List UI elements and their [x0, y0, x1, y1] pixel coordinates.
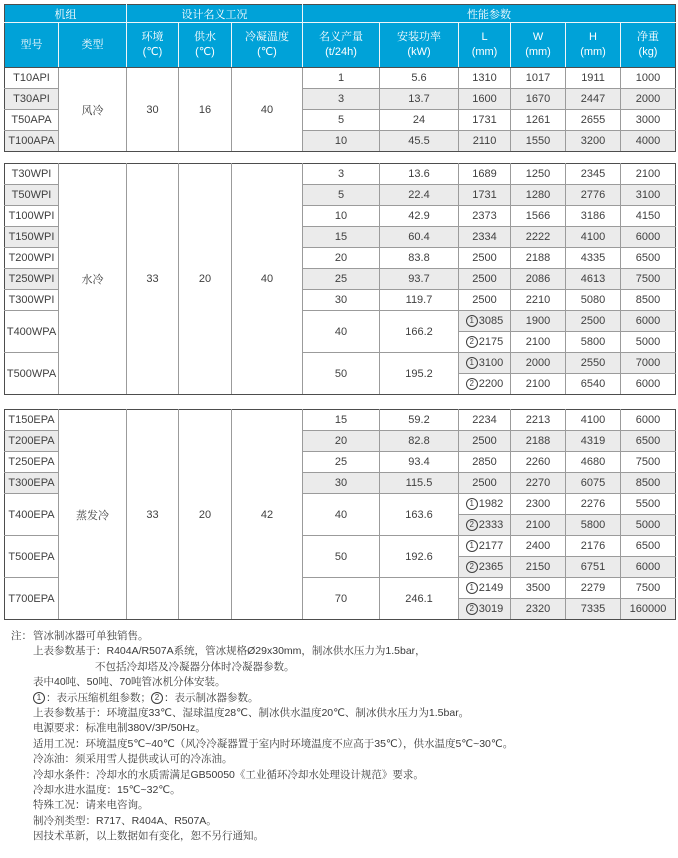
weight-cell: 7000	[621, 353, 676, 374]
cooling-type-cell: 蒸发冷	[59, 410, 127, 620]
power-cell: 22.4	[380, 185, 459, 206]
spec-table-air-cooled	[4, 4, 676, 152]
length-cell: 1 3085	[459, 311, 511, 332]
model-cell: T150EPA	[5, 410, 59, 431]
column-header-7: L (mm)	[459, 23, 511, 68]
width-cell: 1670	[511, 89, 566, 110]
weight-cell: 2100	[621, 164, 676, 185]
length-cell: 1689	[459, 164, 511, 185]
power-cell: 163.6	[380, 494, 459, 536]
note-line-5: 上表参数基于：环境温度33℃、湿球温度28℃、制冰供水温度20℃、制冰供水压力为1.5bar。	[33, 707, 470, 720]
length-cell: 2373	[459, 206, 511, 227]
condensing-temp-cell: 42	[232, 410, 303, 620]
power-cell: 93.7	[380, 269, 459, 290]
ambient-temp-cell: 30	[127, 68, 179, 152]
height-cell: 2279	[566, 578, 621, 599]
power-cell: 45.5	[380, 131, 459, 152]
note-line-3: 表中40吨、50吨、70吨管冰机分体安装。	[33, 676, 226, 689]
model-cell: T250WPI	[5, 269, 59, 290]
column-header-0: 型号	[5, 23, 59, 68]
power-cell: 93.4	[380, 452, 459, 473]
power-cell: 166.2	[380, 311, 459, 353]
length-cell: 1731	[459, 185, 511, 206]
height-cell: 1911	[566, 68, 621, 89]
weight-cell: 4000	[621, 131, 676, 152]
circled-2-icon: 2	[466, 378, 478, 390]
model-cell: T200WPI	[5, 248, 59, 269]
height-cell: 7335	[566, 599, 621, 620]
capacity-cell: 50	[303, 353, 380, 395]
height-cell: 4335	[566, 248, 621, 269]
width-cell: 1261	[511, 110, 566, 131]
group-header-0: 机组	[5, 5, 127, 23]
height-cell: 2776	[566, 185, 621, 206]
note-line-8: 冷冻油：须采用雪人提供或认可的冷冻油。	[33, 753, 233, 766]
condensing-temp-cell: 40	[232, 164, 303, 395]
length-cell: 2334	[459, 227, 511, 248]
supply-water-temp-cell: 20	[179, 410, 232, 620]
length-cell: 2500	[459, 290, 511, 311]
width-cell: 2300	[511, 494, 566, 515]
note-line-0: 管冰制冰器可单独销售。	[33, 630, 149, 642]
height-cell: 5080	[566, 290, 621, 311]
power-cell: 5.6	[380, 68, 459, 89]
length-cell: 2110	[459, 131, 511, 152]
width-cell: 1017	[511, 68, 566, 89]
spec-table-water-cooled	[4, 163, 676, 395]
notes	[4, 629, 675, 845]
column-header-10: 净重 (kg)	[621, 23, 676, 68]
power-cell: 192.6	[380, 536, 459, 578]
height-cell: 4100	[566, 227, 621, 248]
length-cell: 2 2365	[459, 557, 511, 578]
width-cell: 2213	[511, 410, 566, 431]
length-cell: 2500	[459, 269, 511, 290]
weight-cell: 6000	[621, 311, 676, 332]
weight-cell: 6000	[621, 557, 676, 578]
width-cell: 2188	[511, 431, 566, 452]
capacity-cell: 50	[303, 536, 380, 578]
model-cell: T700EPA	[5, 578, 59, 620]
capacity-cell: 3	[303, 164, 380, 185]
capacity-cell: 40	[303, 494, 380, 536]
length-cell: 2 2333	[459, 515, 511, 536]
note-line-2: 不包括冷却塔及冷凝器分体时冷凝器参数。	[95, 660, 295, 673]
capacity-cell: 70	[303, 578, 380, 620]
circled-1-icon: 1	[466, 540, 478, 552]
weight-cell: 6500	[621, 248, 676, 269]
model-cell: T100WPI	[5, 206, 59, 227]
height-cell: 4319	[566, 431, 621, 452]
capacity-cell: 30	[303, 290, 380, 311]
capacity-cell: 3	[303, 89, 380, 110]
weight-cell: 3100	[621, 185, 676, 206]
width-cell: 1900	[511, 311, 566, 332]
capacity-cell: 25	[303, 452, 380, 473]
circled-1-icon: 1	[466, 498, 478, 510]
length-cell: 2500	[459, 248, 511, 269]
width-cell: 2188	[511, 248, 566, 269]
length-cell: 1 2177	[459, 536, 511, 557]
model-cell: T30API	[5, 89, 59, 110]
note-line-11: 特殊工况：请来电咨询。	[33, 799, 149, 812]
note-line-10: 冷却水进水温度：15℃~32℃。	[33, 784, 181, 797]
length-cell: 1600	[459, 89, 511, 110]
weight-cell: 6000	[621, 227, 676, 248]
length-cell: 1 1982	[459, 494, 511, 515]
group-header-2: 性能参数	[303, 5, 676, 23]
power-cell: 13.6	[380, 164, 459, 185]
power-cell: 24	[380, 110, 459, 131]
ambient-temp-cell: 33	[127, 164, 179, 395]
model-cell: T400EPA	[5, 494, 59, 536]
circled-1-icon: 1	[33, 692, 45, 704]
capacity-cell: 25	[303, 269, 380, 290]
cooling-type-cell: 水冷	[59, 164, 127, 395]
column-header-4: 冷凝温度 (℃)	[232, 23, 303, 68]
supply-water-temp-cell: 20	[179, 164, 232, 395]
note-line-7: 适用工况：环境温度5℃~40℃（风冷冷凝器置于室内时环境温度不应高于35℃），供水温度5℃~30℃。	[33, 737, 514, 750]
height-cell: 3200	[566, 131, 621, 152]
length-cell: 1731	[459, 110, 511, 131]
note-line-9: 冷却水条件：冷却水的水质需满足GB50050《工业循环冷却水处理设计规范》要求。	[33, 768, 424, 781]
width-cell: 2270	[511, 473, 566, 494]
width-cell: 2400	[511, 536, 566, 557]
power-cell: 82.8	[380, 431, 459, 452]
model-cell: T50APA	[5, 110, 59, 131]
length-cell: 2 3019	[459, 599, 511, 620]
height-cell: 2447	[566, 89, 621, 110]
circled-2-icon: 2	[466, 519, 478, 531]
weight-cell: 6500	[621, 536, 676, 557]
column-header-6: 安装功率 (kW)	[380, 23, 459, 68]
notes-label: 注：	[11, 630, 32, 642]
power-cell: 195.2	[380, 353, 459, 395]
capacity-cell: 40	[303, 311, 380, 353]
height-cell: 5800	[566, 515, 621, 536]
length-cell: 2 2175	[459, 332, 511, 353]
power-cell: 59.2	[380, 410, 459, 431]
ambient-temp-cell: 33	[127, 410, 179, 620]
model-cell: T150WPI	[5, 227, 59, 248]
cooling-type-cell: 风冷	[59, 68, 127, 152]
model-cell: T200EPA	[5, 431, 59, 452]
width-cell: 2260	[511, 452, 566, 473]
spec-table-evaporative-cooled	[4, 409, 676, 620]
weight-cell: 5500	[621, 494, 676, 515]
weight-cell: 7500	[621, 578, 676, 599]
weight-cell: 5000	[621, 332, 676, 353]
circled-2-icon: 2	[151, 692, 163, 704]
width-cell: 2000	[511, 353, 566, 374]
column-header-2: 环境 (℃)	[127, 23, 179, 68]
width-cell: 2100	[511, 374, 566, 395]
note-line-12: 制冷剂类型：R717、R404A、R507A。	[33, 814, 217, 827]
circled-2-icon: 2	[466, 603, 478, 615]
group-header-1: 设计名义工况	[127, 5, 303, 23]
length-cell: 2 2200	[459, 374, 511, 395]
weight-cell: 2000	[621, 89, 676, 110]
width-cell: 1280	[511, 185, 566, 206]
model-cell: T400WPA	[5, 311, 59, 353]
circled-1-icon: 1	[466, 357, 478, 369]
note-line-1: 上表参数基于：R404A/R507A系统，管冰规格Ø29x30mm，制冰供水压力为1.5bar，	[33, 645, 426, 658]
weight-cell: 3000	[621, 110, 676, 131]
height-cell: 6540	[566, 374, 621, 395]
height-cell: 2176	[566, 536, 621, 557]
supply-water-temp-cell: 16	[179, 68, 232, 152]
circled-1-icon: 1	[466, 315, 478, 327]
height-cell: 4613	[566, 269, 621, 290]
power-cell: 60.4	[380, 227, 459, 248]
length-cell: 2500	[459, 431, 511, 452]
model-cell: T50WPI	[5, 185, 59, 206]
column-header-1: 类型	[59, 23, 127, 68]
model-cell: T300WPI	[5, 290, 59, 311]
weight-cell: 6000	[621, 410, 676, 431]
capacity-cell: 5	[303, 110, 380, 131]
width-cell: 1566	[511, 206, 566, 227]
width-cell: 2100	[511, 332, 566, 353]
column-header-9: H (mm)	[566, 23, 621, 68]
capacity-cell: 1	[303, 68, 380, 89]
width-cell: 2086	[511, 269, 566, 290]
capacity-cell: 20	[303, 248, 380, 269]
length-cell: 1310	[459, 68, 511, 89]
capacity-cell: 10	[303, 131, 380, 152]
power-cell: 246.1	[380, 578, 459, 620]
height-cell: 6751	[566, 557, 621, 578]
length-cell: 1 3100	[459, 353, 511, 374]
height-cell: 6075	[566, 473, 621, 494]
model-cell: T100APA	[5, 131, 59, 152]
weight-cell: 8500	[621, 290, 676, 311]
circled-2-icon: 2	[466, 336, 478, 348]
model-cell: T500WPA	[5, 353, 59, 395]
column-header-3: 供水 (℃)	[179, 23, 232, 68]
capacity-cell: 10	[303, 206, 380, 227]
capacity-cell: 20	[303, 431, 380, 452]
weight-cell: 7500	[621, 269, 676, 290]
height-cell: 2345	[566, 164, 621, 185]
capacity-cell: 5	[303, 185, 380, 206]
width-cell: 2150	[511, 557, 566, 578]
power-cell: 115.5	[380, 473, 459, 494]
weight-cell: 6500	[621, 431, 676, 452]
capacity-cell: 15	[303, 227, 380, 248]
weight-cell: 160000	[621, 599, 676, 620]
width-cell: 3500	[511, 578, 566, 599]
height-cell: 5800	[566, 332, 621, 353]
height-cell: 4100	[566, 410, 621, 431]
weight-cell: 1000	[621, 68, 676, 89]
power-cell: 83.8	[380, 248, 459, 269]
power-cell: 13.7	[380, 89, 459, 110]
weight-cell: 4150	[621, 206, 676, 227]
column-header-8: W (mm)	[511, 23, 566, 68]
model-cell: T250EPA	[5, 452, 59, 473]
height-cell: 2655	[566, 110, 621, 131]
power-cell: 119.7	[380, 290, 459, 311]
width-cell: 1550	[511, 131, 566, 152]
weight-cell: 6000	[621, 374, 676, 395]
weight-cell: 8500	[621, 473, 676, 494]
length-cell: 2234	[459, 410, 511, 431]
condensing-temp-cell: 40	[232, 68, 303, 152]
length-cell: 2500	[459, 473, 511, 494]
width-cell: 1250	[511, 164, 566, 185]
capacity-cell: 15	[303, 410, 380, 431]
model-cell: T500EPA	[5, 536, 59, 578]
capacity-cell: 30	[303, 473, 380, 494]
height-cell: 2550	[566, 353, 621, 374]
height-cell: 2276	[566, 494, 621, 515]
width-cell: 2320	[511, 599, 566, 620]
width-cell: 2222	[511, 227, 566, 248]
model-cell: T300EPA	[5, 473, 59, 494]
model-cell: T30WPI	[5, 164, 59, 185]
height-cell: 3186	[566, 206, 621, 227]
power-cell: 42.9	[380, 206, 459, 227]
weight-cell: 5000	[621, 515, 676, 536]
circled-2-icon: 2	[466, 561, 478, 573]
width-cell: 2100	[511, 515, 566, 536]
height-cell: 2500	[566, 311, 621, 332]
model-cell: T10API	[5, 68, 59, 89]
circled-1-icon: 1	[466, 582, 478, 594]
weight-cell: 7500	[621, 452, 676, 473]
length-cell: 1 2149	[459, 578, 511, 599]
column-header-5: 名义产量 (t/24h)	[303, 23, 380, 68]
length-cell: 2850	[459, 452, 511, 473]
note-line-4: 1 ：表示压缩机组参数； 2 ：表示制冰器参数。	[33, 691, 675, 706]
width-cell: 2210	[511, 290, 566, 311]
note-line-13: 因技术革新，以上数据如有变化，恕不另行通知。	[33, 830, 264, 843]
height-cell: 4680	[566, 452, 621, 473]
note-line-6: 电源要求：标准电制380V/3P/50Hz。	[33, 722, 206, 735]
